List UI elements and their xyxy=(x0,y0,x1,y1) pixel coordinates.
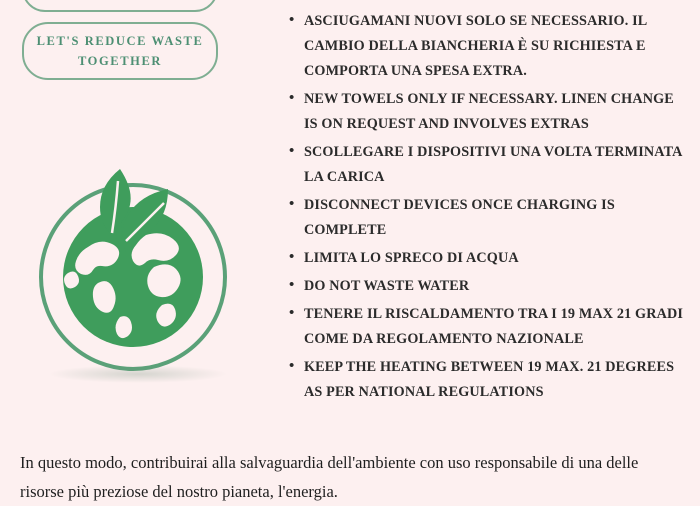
reduce-waste-badge xyxy=(22,22,218,80)
globe-with-leaves-icon xyxy=(28,155,243,393)
list-item: • SCOLLEGARE I DISPOSITIVI UNA VOLTA TERMINATA LA CARICA xyxy=(287,140,690,190)
list-item: • DO NOT WASTE WATER xyxy=(287,274,690,299)
decorative-pill-top xyxy=(22,0,218,12)
list-item: • TENERE IL RISCALDAMENTO TRA I 19 MAX 21 GRADI COME DA REGOLAMENTO NAZIONALE xyxy=(287,302,690,352)
list-item: • NEW TOWELS ONLY IF NECESSARY. LINEN CHANGE IS ON REQUEST AND INVOLVES EXTRAS xyxy=(287,87,690,137)
right-column xyxy=(287,0,700,430)
list-item: • DISCONNECT DEVICES ONCE CHARGING IS COMPLETE xyxy=(287,193,690,243)
globe-shadow xyxy=(48,365,228,383)
list-item: • LIMITA LO SPRECO DI ACQUA xyxy=(287,246,690,271)
list-item xyxy=(287,0,690,6)
list-item: • KEEP THE HEATING BETWEEN 19 MAX. 21 DEGREES AS PER NATIONAL REGULATIONS xyxy=(287,355,690,405)
list-item: • ASCIUGAMANI NUOVI SOLO SE NECESSARIO. IL CAMBIO DELLA BIANCHERIA È SU RICHIESTA E COMPORTA UNA SPESA EXTRA. xyxy=(287,9,690,84)
reduce-waste-badge-label: LET'S REDUCE WASTE TOGETHER xyxy=(36,34,204,68)
footer-paragraph: In questo modo, contribuirai alla salvaguardia dell'ambiente con uso responsabile di una delle risorse più preziose del nostro pianeta, l'energia. xyxy=(20,453,639,501)
eco-guidelines-list xyxy=(287,0,690,405)
left-column xyxy=(0,0,287,430)
